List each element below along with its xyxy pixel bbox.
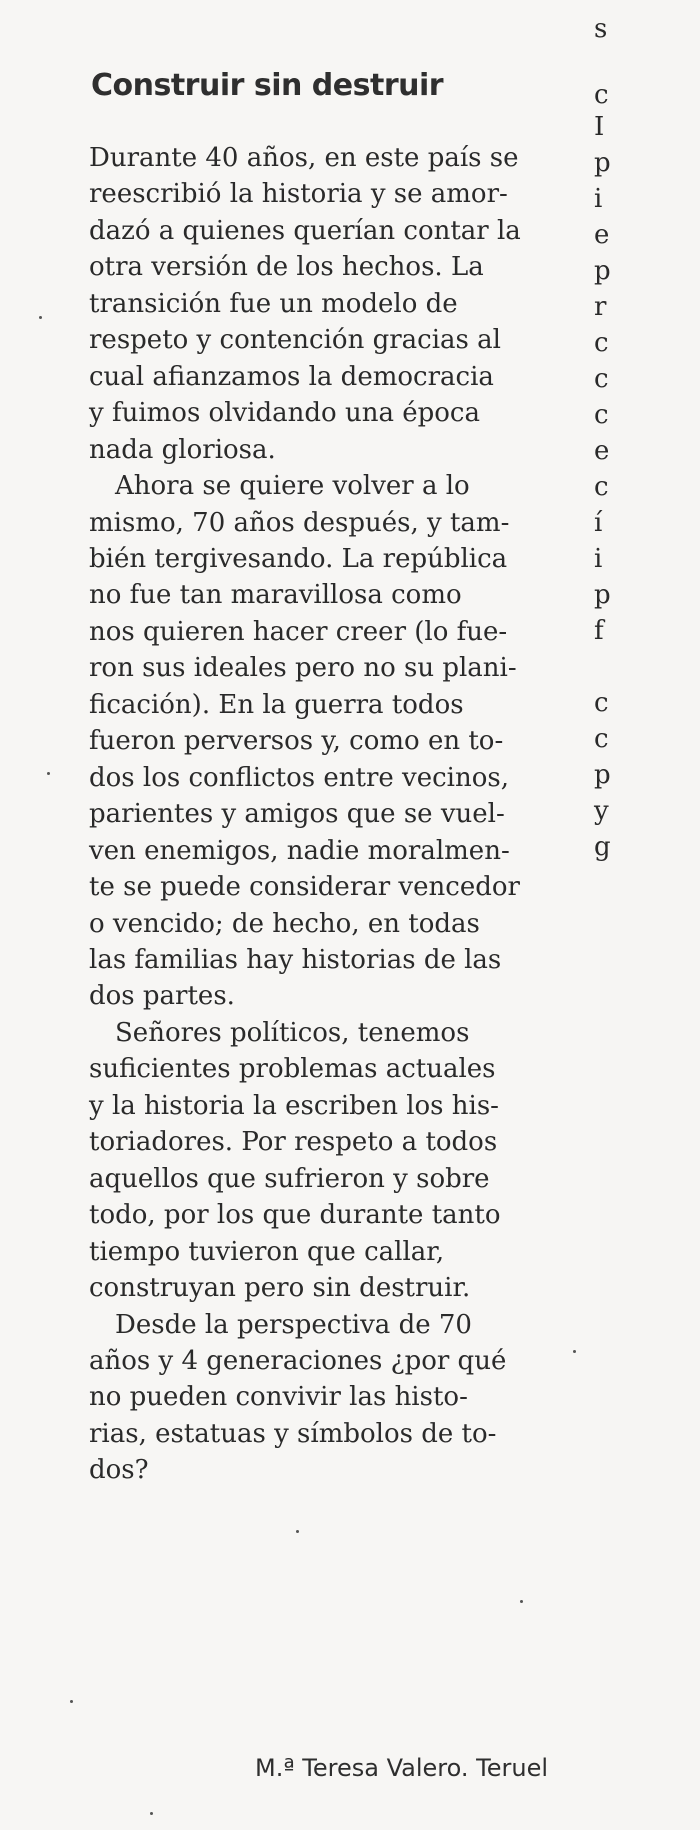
- next-column-letter: i: [594, 544, 603, 574]
- next-column-letter: p: [594, 256, 611, 286]
- article-line: Durante 40 años, en este país se: [89, 143, 519, 173]
- article-line: te se puede considerar vencedor: [89, 872, 520, 903]
- next-column-letter: c: [594, 688, 609, 718]
- article-line: no pueden convivir las histo-: [89, 1382, 468, 1413]
- next-column-letter: c: [594, 400, 609, 430]
- article-line: o vencido; de hecho, en todas: [89, 908, 480, 939]
- article-line: todo, por los que durante tanto: [89, 1200, 501, 1231]
- article-line: construyan pero sin destruir.: [89, 1273, 471, 1304]
- article-line: aquellos que sufrieron y sobre: [89, 1163, 490, 1194]
- next-column-letter: p: [594, 580, 611, 610]
- next-column-letter: p: [594, 760, 611, 790]
- article-line: las familias hay historias de las: [89, 944, 502, 975]
- next-column-letter: e: [594, 436, 610, 466]
- article-line: ven enemigos, nadie moralmen-: [89, 835, 510, 866]
- next-column-letter: í: [594, 508, 603, 538]
- next-column-letter: c: [594, 472, 609, 502]
- paper-speck: [520, 1600, 523, 1603]
- article-line: Señores políticos, tenemos: [115, 1017, 470, 1048]
- article-line: dazó a quienes querían contar la: [89, 215, 521, 246]
- article-line: y fuimos olvidando una época: [89, 398, 480, 429]
- article-line: años y 4 generaciones ¿por qué: [89, 1345, 507, 1376]
- article-line: parientes y amigos que se vuel-: [89, 799, 505, 830]
- paper-speck: [39, 316, 42, 319]
- next-column-letter: c: [594, 80, 609, 110]
- article-line: dos partes.: [89, 981, 235, 1012]
- article-line: ficación). En la guerra todos: [89, 689, 464, 720]
- article-line: dos?: [89, 1455, 149, 1486]
- next-column-letter: i: [594, 184, 603, 214]
- article-line: Desde la perspectiva de 70: [115, 1309, 472, 1340]
- article-line: dos los conflictos entre vecinos,: [89, 762, 509, 793]
- next-column-fragment: [594, 0, 611, 1830]
- next-column-letter: c: [594, 364, 609, 394]
- next-column-letter: I: [594, 112, 605, 142]
- next-column-letter: p: [594, 148, 611, 178]
- article-line: suficientes problemas actuales: [89, 1054, 496, 1085]
- next-column-letter: c: [594, 328, 609, 358]
- article-line: respeto y contención gracias al: [89, 325, 501, 356]
- next-column-letter: s: [594, 14, 608, 44]
- article-title: Construir sin destruir: [91, 68, 444, 103]
- article-body: [89, 140, 561, 1489]
- paper-speck: [296, 1530, 299, 1533]
- article-line: Ahora se quiere volver a lo: [115, 471, 470, 502]
- paper-speck: [47, 772, 50, 775]
- article-line: tiempo tuvieron que callar,: [89, 1236, 445, 1267]
- article-line: nada gloriosa.: [89, 434, 276, 465]
- paper-speck: [573, 1350, 576, 1353]
- next-column-letter: c: [594, 724, 609, 754]
- next-column-letter: r: [594, 292, 607, 322]
- next-column-letter: y: [594, 796, 609, 826]
- article-line: no fue tan maravillosa como: [89, 580, 462, 611]
- article-line: reescribió la historia y se amor-: [89, 179, 508, 210]
- article-line: otra versión de los hechos. La: [89, 252, 484, 283]
- next-column-letter: f: [594, 616, 604, 646]
- article-line: bién tergivesando. La república: [89, 543, 508, 574]
- article-line: ron sus ideales pero no su plani-: [89, 653, 517, 684]
- paper-speck: [70, 1700, 73, 1703]
- article-line: y la historia la escriben los his-: [89, 1090, 499, 1121]
- article-line: fueron perversos y, como en to-: [89, 726, 504, 757]
- next-column-letter: e: [594, 220, 610, 250]
- article-line: nos quieren hacer creer (lo fue-: [89, 616, 508, 647]
- article-line: rias, estatuas y símbolos de to-: [89, 1418, 497, 1449]
- paper-speck: [150, 1812, 153, 1815]
- article-line: toriadores. Por respeto a todos: [89, 1127, 498, 1158]
- article-line: transición fue un modelo de: [89, 288, 458, 319]
- article-signature: M.ª Teresa Valero. Teruel: [255, 1754, 548, 1782]
- next-column-letter: g: [594, 832, 611, 862]
- article-line: cual afianzamos la democracia: [89, 361, 494, 392]
- article-line: mismo, 70 años después, y tam-: [89, 507, 510, 538]
